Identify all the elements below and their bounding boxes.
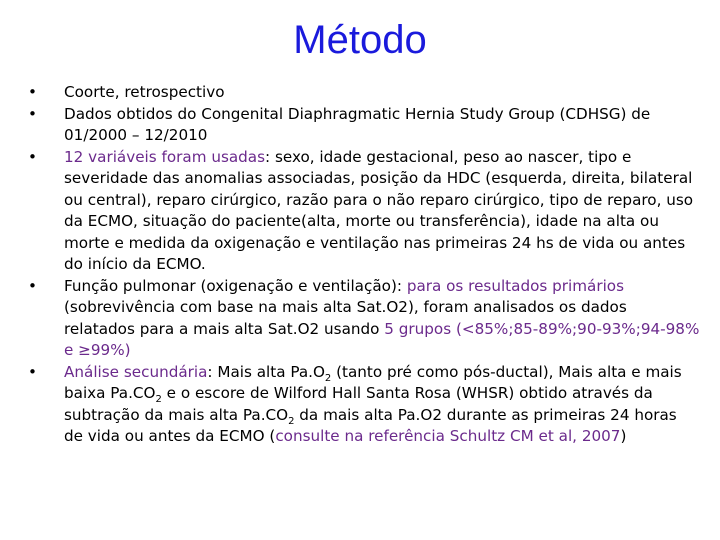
bullet-icon: • (28, 83, 37, 101)
bullet-item-variables (28, 147, 700, 276)
bullet-text: Dados obtidos do Congenital Diaphragmatic Hernia Study Group (CDHSG) de 01/2000 – 12/2010 (64, 104, 651, 144)
bullet-item-pulmonary-function (28, 276, 700, 362)
bullet-icon: • (28, 104, 37, 123)
bullet-item-study-design (28, 82, 700, 104)
bullet-text: Coorte, retrospectivo (64, 83, 225, 101)
bullet-text: Função pulmonar (oxigenação e ventilação): (64, 276, 407, 295)
reference-text: consulte na referência Schultz CM et al, 2007 (275, 427, 621, 445)
bullet-text: (tanto pré como pós-ductal), Mais alta e mais baixa Pa.CO (64, 362, 682, 402)
bullet-text: ) (620, 427, 627, 445)
highlight-text: 5 grupos (384, 319, 452, 338)
subscript: 2 (324, 372, 332, 384)
bullet-item-secondary-analysis (28, 362, 700, 448)
bullet-icon: • (28, 362, 37, 381)
bullet-text: (sobrevivência com base na mais alta Sat.O2), foram analisados os dados relatados para a mais alta Sat.O2 usando (64, 298, 627, 338)
bullet-icon: • (28, 276, 37, 295)
bullet-icon: • (28, 147, 37, 166)
bullet-text: e o escore de Wilford Hall Santa Rosa (WHSR) obtido através da subtração da mais alta Pa.CO (64, 384, 653, 424)
subscript: 2 (288, 415, 295, 427)
bullet-list (28, 82, 700, 448)
slide-title: Método (293, 18, 427, 62)
highlight-text: 12 variáveis foram usadas (64, 147, 266, 166)
highlight-groups: (<85%;85-89%;90-93%;94-98% e ≥99%) (64, 319, 700, 359)
bullet-item-data-source (28, 104, 700, 147)
highlight-text: para os resultados primários (406, 276, 624, 295)
bullet-text: da mais alta Pa.O2 durante as primeiras 24 horas de vida ou antes da ECMO ( (64, 405, 677, 445)
bullet-text: : Mais alta Pa.O (207, 362, 325, 381)
highlight-text: Análise secundária (64, 362, 208, 381)
subscript: 2 (155, 394, 162, 406)
bullet-text: : sexo, idade gestacional, peso ao nascer, tipo e severidade das anomalias associadas, posição da HDC (esquerda, direita, bilateral ou central), reparo cirúrgico, razão para o não reparo cirúrgico, tipo de reparo, uso da ECMO, situação do paciente(alta, morte ou transferência), idade na alta ou morte e medida da oxigenação e ventilação nas primeiras 24 hs de vida ou antes do início da ECMO. (64, 147, 694, 273)
